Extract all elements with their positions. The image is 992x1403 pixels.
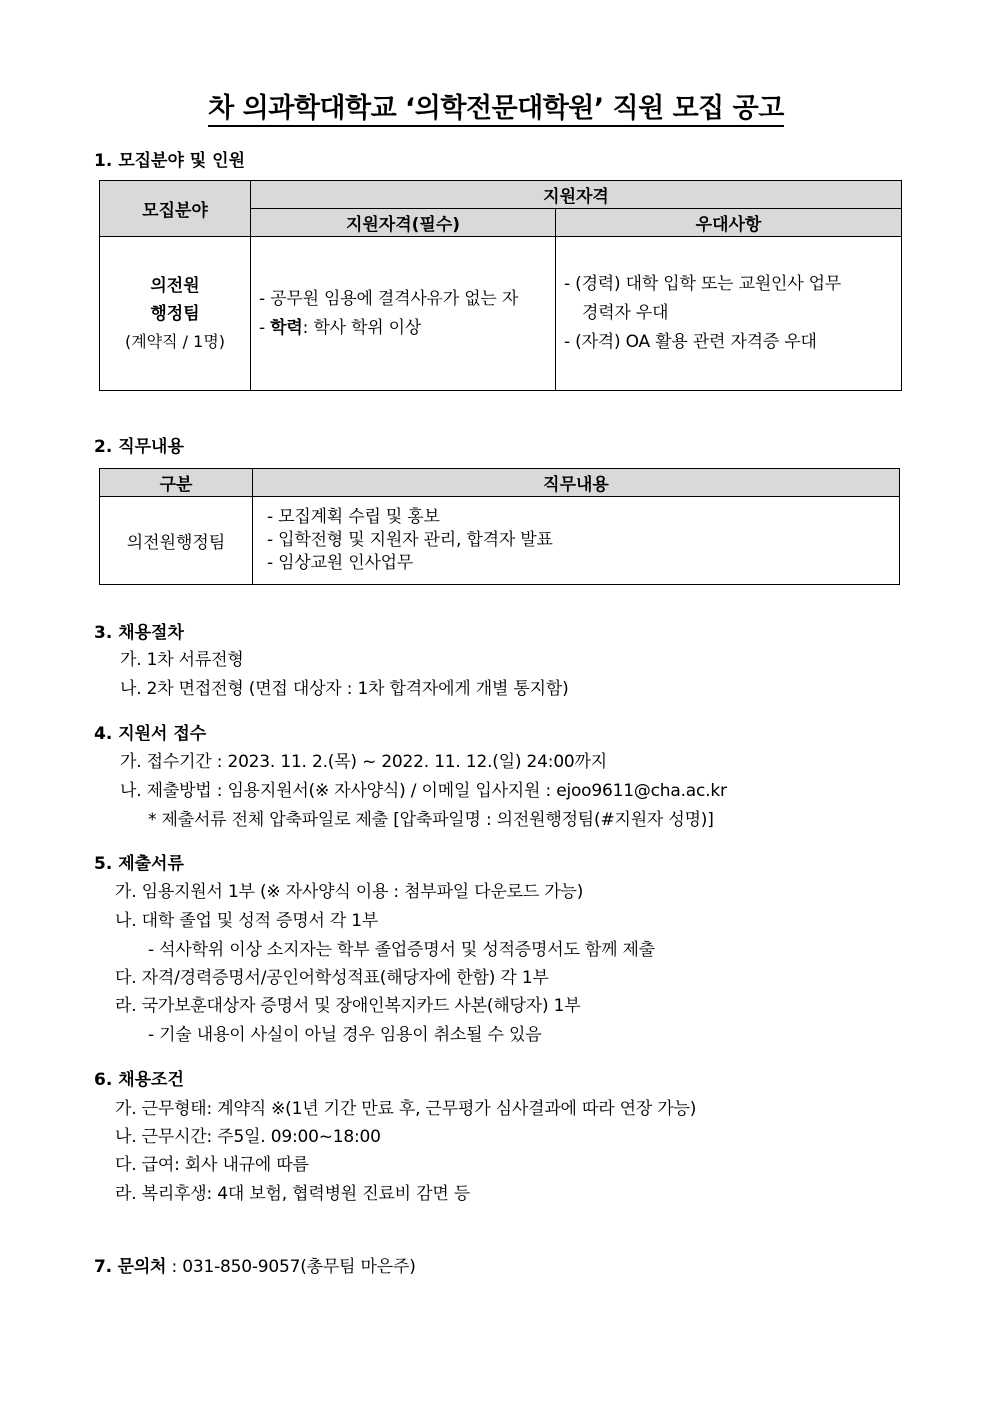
duty-table <box>99 468 900 585</box>
application-period: 가. 접수기간 : 2023. 11. 2.(목) ~ 2022. 11. 12.(일) 24:00까지 <box>120 752 607 772</box>
section-1-heading: 1. 모집분야 및 인원 <box>94 151 245 171</box>
document-note: - 석사학위 이상 소지자는 학부 졸업증명서 및 성적증명서도 함께 제출 <box>148 940 655 960</box>
col-required: 지원자격(필수) <box>251 209 556 237</box>
document-item: 다. 자격/경력증명서/공인어학성적표(해당자에 한함) 각 1부 <box>115 968 549 988</box>
application-note: * 제출서류 전체 압축파일로 제출 [압축파일명 : 의전원행정팀(#지원자 성명)] <box>148 810 714 830</box>
document-note: - 기술 내용이 사실이 아닐 경우 임용이 취소될 수 있음 <box>148 1025 542 1045</box>
duty-cell: - 모집계획 수립 및 홍보 - 입학전형 및 지원자 관리, 합격자 발표 - 임상교원 인사업무 <box>253 497 900 585</box>
col-duty: 직무내용 <box>253 469 900 497</box>
section-2-heading: 2. 직무내용 <box>94 437 184 457</box>
section-7-heading: 7. 문의처 <box>94 1257 167 1277</box>
page-title: 차 의과학대학교 ‘의학전문대학원’ 직원 모집 공고 <box>0 86 992 125</box>
col-category: 구분 <box>100 469 253 497</box>
col-qualification: 지원자격 <box>251 181 902 209</box>
preferred-cell: - (경력) 대학 입학 또는 교원인사 업무 경력자 우대 - (자격) OA 활용 관련 자격증 우대 <box>556 237 902 391</box>
procedure-step-1: 가. 1차 서류전형 <box>120 650 244 670</box>
document-item: 라. 국가보훈대상자 증명서 및 장애인복지카드 사본(해당자) 1부 <box>115 996 581 1016</box>
section-3-heading: 3. 채용절차 <box>94 623 184 643</box>
section-4-heading: 4. 지원서 접수 <box>94 724 207 744</box>
section-5-heading: 5. 제출서류 <box>94 854 184 874</box>
document-item: 가. 임용지원서 1부 (※ 자사양식 이용 : 첨부파일 다운로드 가능) <box>115 882 584 902</box>
category-cell: 의전원행정팀 <box>100 497 253 585</box>
col-preferred: 우대사항 <box>556 209 902 237</box>
condition-item: 나. 근무시간: 주5일. 09:00~18:00 <box>115 1127 381 1147</box>
contact: 7. 문의처 : 031-850-9057(총무팀 마은주) <box>94 1257 416 1277</box>
condition-item: 라. 복리후생: 4대 보험, 협력병원 진료비 감면 등 <box>115 1184 470 1204</box>
required-cell: - 공무원 임용에 결격사유가 없는 자 - 학력: 학사 학위 이상 <box>251 237 556 391</box>
contact-phone: 031-850-9057(총무팀 마은주) <box>182 1257 416 1277</box>
section-6-heading: 6. 채용조건 <box>94 1070 184 1090</box>
condition-item: 다. 급여: 회사 내규에 따름 <box>115 1155 309 1175</box>
condition-item: 가. 근무형태: 계약직 ※(1년 기간 만료 후, 근무평가 심사결과에 따라 연장 가능) <box>115 1099 697 1119</box>
recruitment-table <box>99 180 902 391</box>
col-field: 모집분야 <box>100 181 251 237</box>
procedure-step-2: 나. 2차 면접전형 (면접 대상자 : 1차 합격자에게 개별 통지함) <box>120 679 569 699</box>
document-item: 나. 대학 졸업 및 성적 증명서 각 1부 <box>115 911 379 931</box>
application-method: 나. 제출방법 : 임용지원서(※ 자사양식) / 이메일 입사지원 : ejoo9611@cha.ac.kr <box>120 781 727 801</box>
field-cell: 의전원 행정팀 (계약직 / 1명) <box>100 237 251 391</box>
